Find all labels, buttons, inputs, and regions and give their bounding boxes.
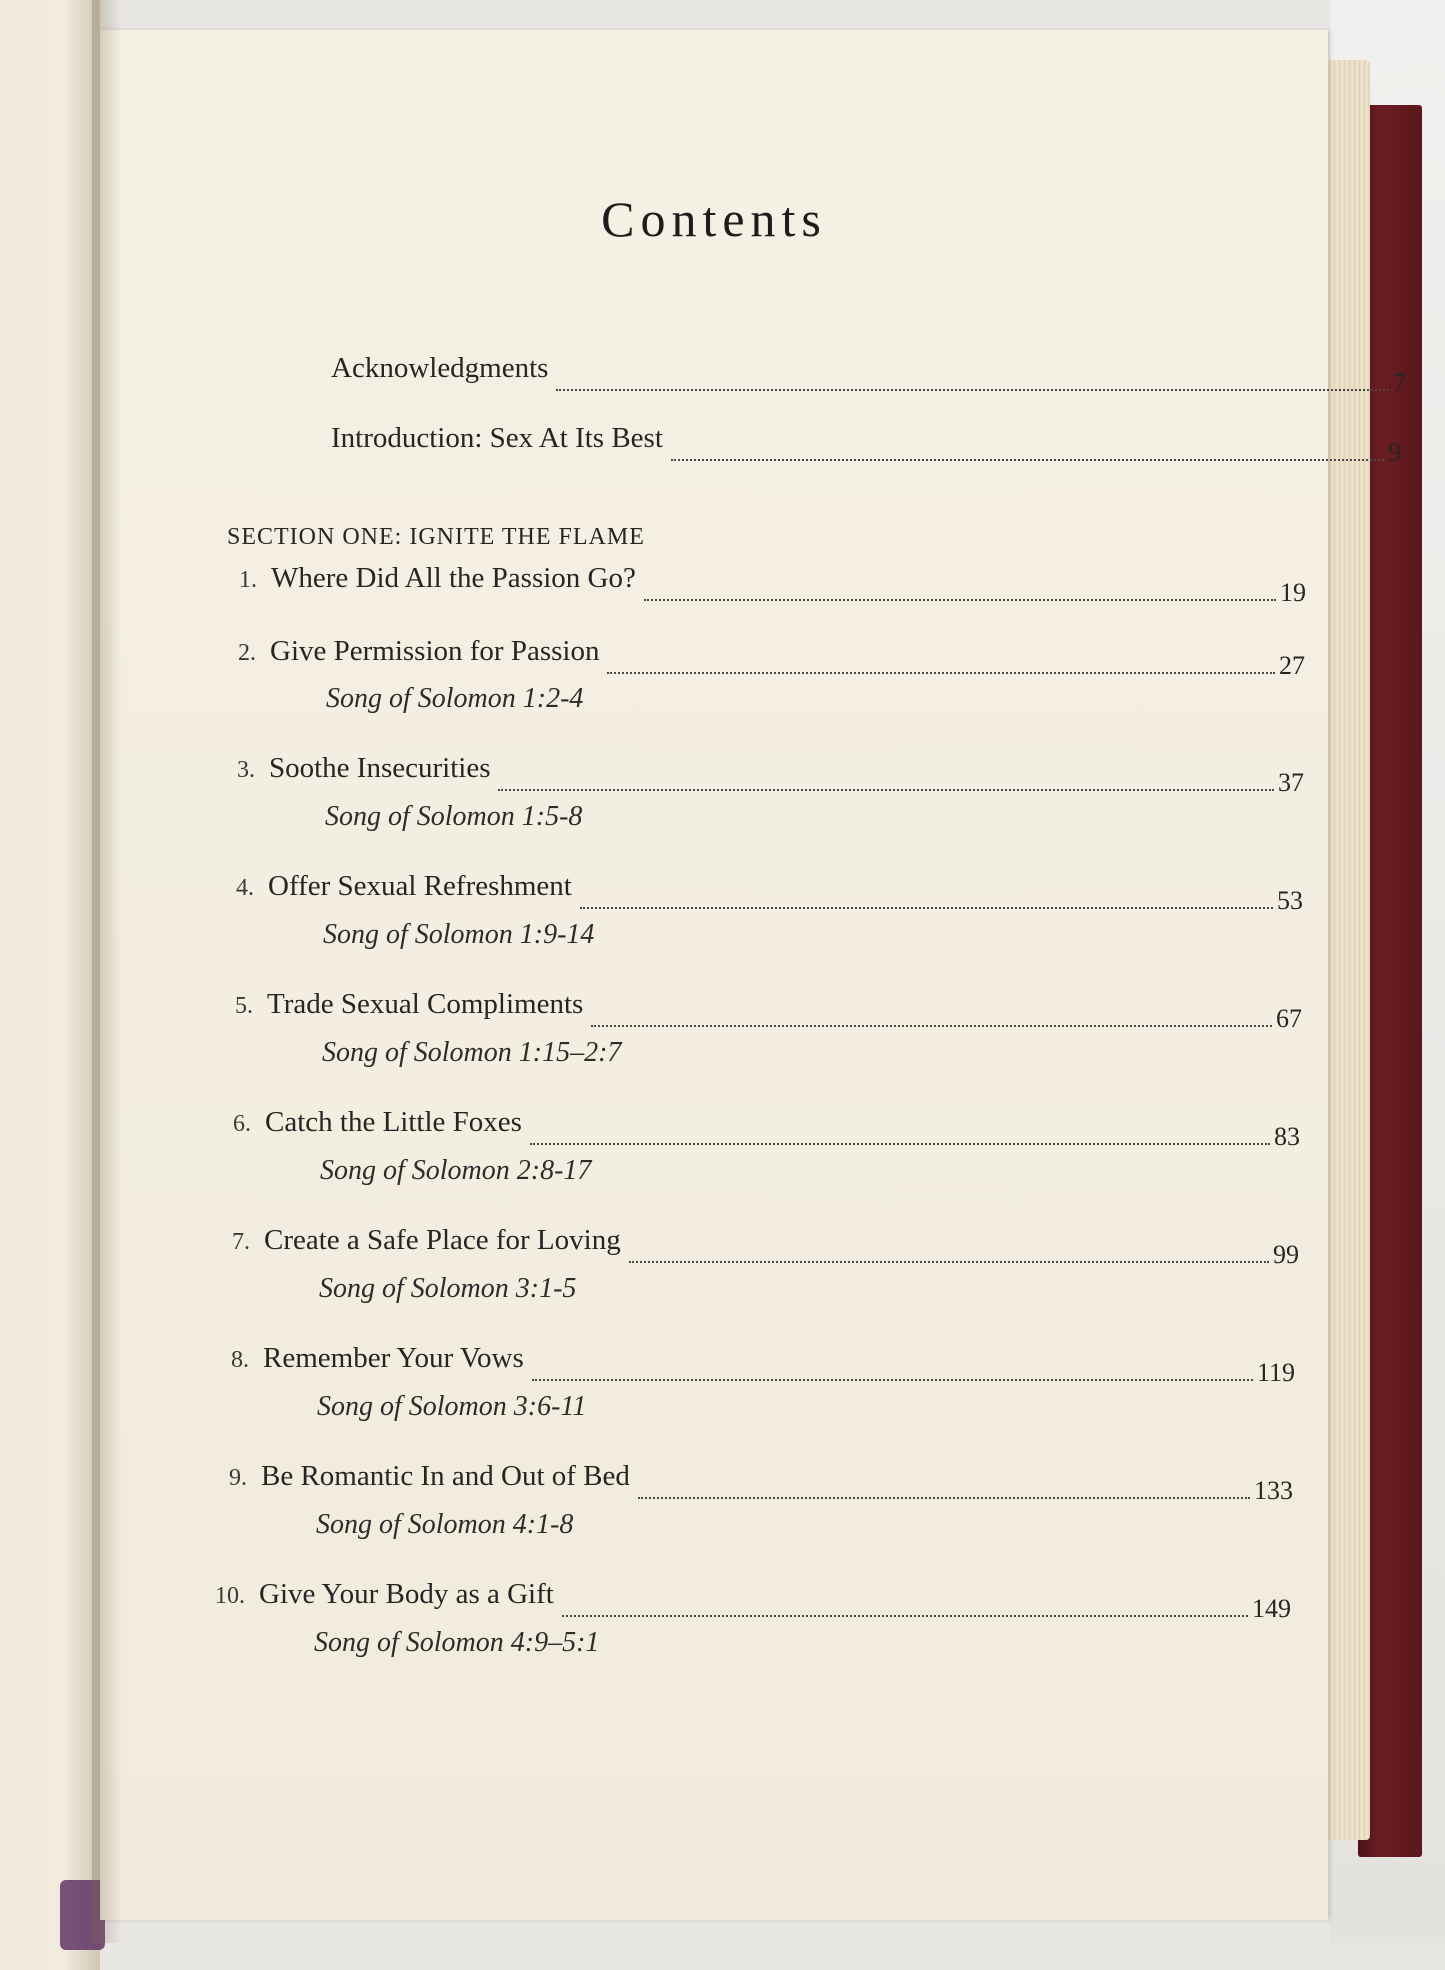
chapter-number: 8.: [231, 1347, 249, 1373]
page-number: 37: [1278, 768, 1304, 797]
chapter-number: 1.: [239, 567, 257, 593]
chapter-number: 2.: [238, 640, 256, 666]
page-number: 9: [1388, 438, 1401, 467]
scripture-reference: Song of Solomon 1:5-8: [325, 801, 583, 832]
dot-leader: [629, 1260, 1269, 1263]
page-number: 119: [1256, 1358, 1295, 1387]
dot-leader: [591, 1024, 1272, 1027]
page-edges: [1326, 60, 1370, 1840]
section-heading: SECTION ONE: IGNITE THE FLAME: [227, 524, 645, 550]
scripture-reference: Song of Solomon 1:9-14: [323, 919, 595, 950]
toc-entry-introduction: [331, 422, 1401, 467]
chapter-number: 5.: [235, 993, 253, 1019]
scripture-reference: Song of Solomon 3:6-11: [317, 1391, 587, 1422]
scripture-reference: Song of Solomon 3:1-5: [319, 1273, 577, 1304]
dot-leader: [607, 671, 1275, 674]
entry-label: Soothe Insecurities: [269, 752, 491, 784]
page-number: 53: [1277, 886, 1303, 915]
toc-entry-chapter: [207, 988, 1302, 1033]
toc-entry-acknowledgments: [331, 352, 1406, 397]
toc-entry-chapter: [201, 1460, 1293, 1505]
chapter-number: 3.: [237, 757, 255, 783]
entry-label: Offer Sexual Refreshment: [268, 870, 572, 902]
dot-leader: [530, 1142, 1270, 1145]
dot-leader: [556, 388, 1389, 391]
page-number: 133: [1254, 1476, 1293, 1505]
dot-leader: [532, 1378, 1253, 1381]
entry-label: Give Permission for Passion: [270, 635, 600, 667]
chapter-number: 4.: [236, 875, 254, 901]
entry-label: Where Did All the Passion Go?: [271, 562, 636, 594]
scripture-reference: Song of Solomon 1:15–2:7: [322, 1037, 622, 1068]
chapter-number: 10.: [215, 1583, 245, 1609]
page-number: 149: [1252, 1594, 1291, 1623]
toc-entry-chapter: [209, 752, 1304, 797]
toc-entry-chapter: [208, 870, 1303, 915]
entry-label: Create a Safe Place for Loving: [264, 1224, 621, 1256]
chapter-number: 7.: [232, 1229, 250, 1255]
toc-entry-chapter: [210, 635, 1305, 680]
page-gutter-shadow: [92, 0, 122, 1943]
toc-entry-chapter: [205, 1106, 1300, 1151]
dot-leader: [498, 788, 1274, 791]
entry-label: Be Romantic In and Out of Bed: [261, 1460, 630, 1492]
dot-leader: [562, 1614, 1248, 1617]
dot-leader: [671, 458, 1384, 461]
toc-entry-chapter: [204, 1224, 1299, 1269]
toc-entry-chapter: [203, 1342, 1295, 1387]
entry-label: Introduction: Sex At Its Best: [331, 422, 663, 454]
chapter-number: 6.: [233, 1111, 251, 1137]
scripture-reference: Song of Solomon 1:2-4: [326, 683, 584, 714]
page-number: 83: [1274, 1122, 1300, 1151]
entry-label: Catch the Little Foxes: [265, 1106, 522, 1138]
entry-label: Trade Sexual Compliments: [267, 988, 584, 1020]
page-number: 7: [1393, 368, 1406, 397]
entry-label: Acknowledgments: [331, 352, 549, 384]
page-number: 19: [1280, 578, 1306, 607]
toc-entry-chapter: [199, 1578, 1291, 1623]
dot-leader: [644, 598, 1276, 601]
page-number: 67: [1276, 1004, 1302, 1033]
dot-leader: [580, 906, 1273, 909]
dot-leader: [638, 1496, 1250, 1499]
chapter-number: 9.: [229, 1465, 247, 1491]
entry-label: Remember Your Vows: [263, 1342, 524, 1374]
left-page: [0, 0, 100, 1970]
contents-page: [100, 30, 1406, 1920]
scripture-reference: Song of Solomon 4:9–5:1: [314, 1627, 600, 1658]
toc-entry-chapter: [211, 562, 1306, 607]
entry-label: Give Your Body as a Gift: [259, 1578, 554, 1610]
page-title: Contents: [601, 191, 827, 247]
scripture-reference: Song of Solomon 2:8-17: [320, 1155, 592, 1186]
scripture-reference: Song of Solomon 4:1-8: [316, 1509, 574, 1540]
page-number: 27: [1279, 651, 1305, 680]
page-number: 99: [1273, 1240, 1299, 1269]
